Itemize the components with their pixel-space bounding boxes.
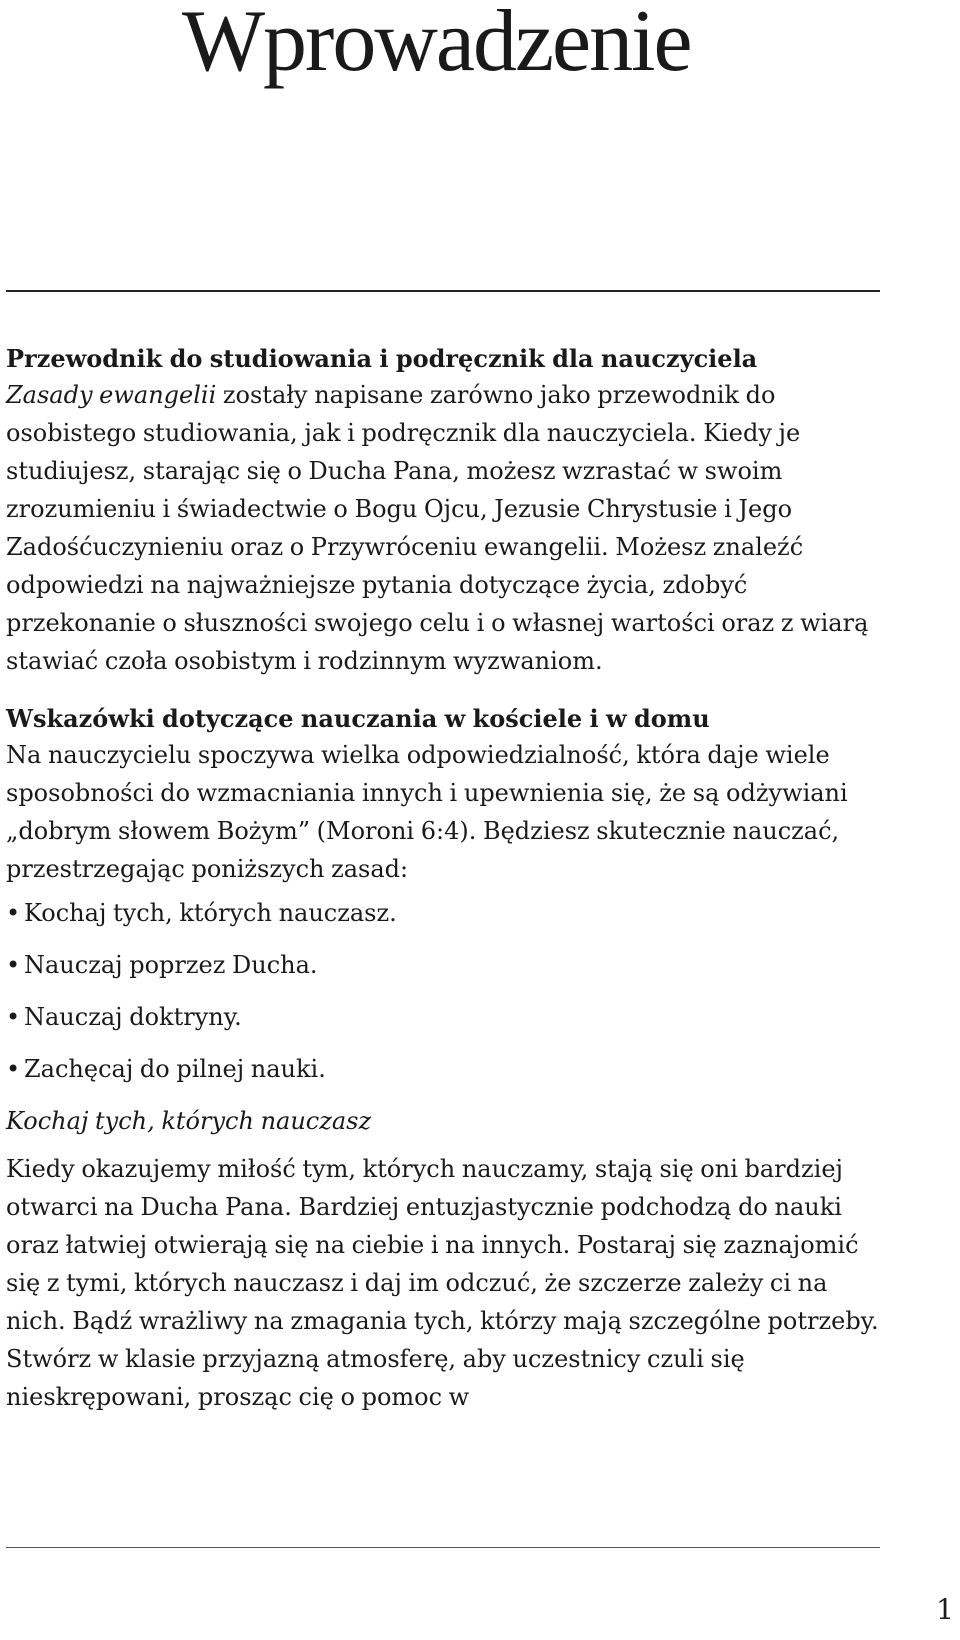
main-content: [6, 342, 880, 1416]
book-title-italic: Zasady ewangelii: [6, 381, 217, 409]
section-heading-study-guide: Przewodnik do studiowania i podręcznik dla nauczyciela: [6, 344, 758, 373]
list-item: • Kochaj tych, których nauczasz.: [6, 894, 880, 932]
subheading-love: Kochaj tych, których nauczasz: [6, 1107, 372, 1135]
list-item: • Nauczaj poprzez Ducha.: [6, 946, 880, 984]
page-title: Wprowadzenie: [182, 0, 691, 90]
intro-paragraph-text: zostały napisane zarówno jako przewodnik do osobistego studiowania, jak i podręcznik dla nauczyciela. Kiedy je studiujesz, starając się o Ducha Pana, możesz wzrastać w swoim zrozumieniu i świadectwie o Bogu Ojcu, Jezusie Chrystusie i Jego Zadośćuczynieniu oraz o Przywróceniu ewangelii. Możesz znaleźć odpowiedzi na najważniejsze pytania dotyczące życia, zdobyć przekonanie o słuszności swojego celu i o własnej wartości oraz z wiarą stawiać czoła osobistym i rodzinnym wyzwaniom.: [6, 381, 869, 675]
top-divider: [6, 290, 880, 292]
love-paragraph: Kiedy okazujemy miłość tym, których nauczamy, stają się oni bardziej otwarci na Ducha Pana. Bardziej entuzjastycznie podchodzą do nauki oraz łatwiej otwierają się na ciebie i na innych. Postaraj się zaznajomić się z tymi, których nauczasz i daj im odczuć, że szczerze zależy ci na nich. Bądź wrażliwy na zmagania tych, którzy mają szczególne potrzeby. Stwórz w klasie przyjazną atmosferę, aby uczestnicy czuli się nieskrępowani, prosząc cię o pomoc w: [6, 1155, 879, 1411]
section-heading-teaching: Wskazówki dotyczące nauczania w kościele i w domu: [6, 704, 710, 733]
bottom-divider: [6, 1547, 880, 1548]
list-item: • Zachęcaj do pilnej nauki.: [6, 1050, 880, 1088]
intro-paragraph: [6, 376, 880, 680]
teaching-paragraph: Na nauczycielu spoczywa wielka odpowiedzialność, która daje wiele sposobności do wzmacniania innych i upewnienia się, że są odżywiani „dobrym słowem Bożym” (Moroni 6:4). Będziesz skutecznie nauczać, przestrzegając poniższych zasad:: [6, 741, 848, 883]
page-number: 1: [936, 1593, 954, 1626]
teaching-principles-list: [6, 894, 880, 1088]
list-item: • Nauczaj doktryny.: [6, 998, 880, 1036]
